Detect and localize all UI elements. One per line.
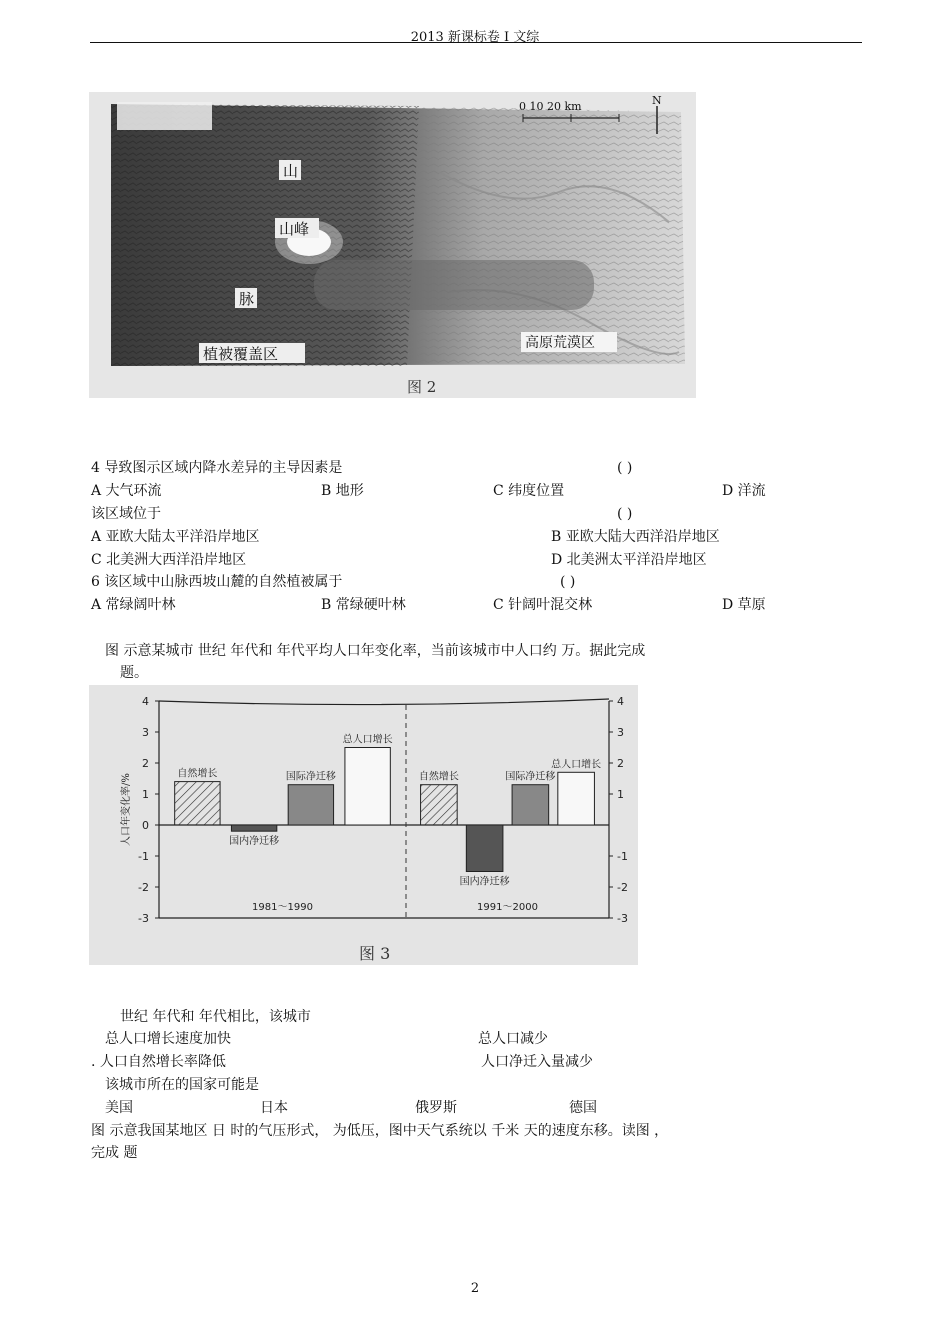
fig3-intro-line1: 图 示意某城市 世纪 年代和 年代平均人口年变化率，当前该城市中人口约 万。据此完成 [105,643,646,659]
y-tick-label: 3 [142,726,149,739]
bar-label: 国际净迁移 [285,771,336,783]
fig3-intro-line2: 题。 [120,665,148,681]
q8-option-b: 日本 [260,1100,288,1116]
y-tick-label: 1 [142,788,149,801]
q5-option-b: B 亚欧大陆大西洋沿岸地区 [551,529,720,545]
figure-2-caption: 图 2 [407,378,437,396]
q5-option-a: A 亚欧大陆太平洋沿岸地区 [91,529,260,545]
right-y-tick-label: -2 [617,881,628,894]
q7-option-c: . 人口自然增长率降低 [91,1054,226,1070]
q7-option-a: 总人口增长速度加快 [105,1031,231,1047]
right-y-tick-label: 2 [617,757,624,770]
q4-option-c: C 纬度位置 [493,483,565,499]
bar-2-3 [512,785,549,825]
q4-option-a: A 大气环流 [91,483,162,499]
figure-3-svg [89,685,638,965]
bar-label: 自然增长 [177,768,218,780]
bar-1-4 [345,748,390,826]
right-y-tick-label: -3 [617,912,628,925]
bar-1-1 [175,782,220,825]
y-tick-label: -2 [138,881,149,894]
q4-paren: ( ) [617,460,633,476]
q5-option-d: D 北美洲太平洋沿岸地区 [551,552,707,568]
q4-option-d: D 洋流 [722,483,766,499]
y-tick-label: -3 [138,912,149,925]
map-label-mai: 脉 [239,290,255,308]
q8-option-a: 美国 [105,1100,133,1116]
period-label: 1981～1990 [252,902,313,913]
bar-label: 自然增长 [418,771,459,783]
y-tick-label: 2 [142,757,149,770]
header-rule [90,42,862,43]
figure-2-map [89,92,696,398]
page-header: 2013 新课标卷 I 文综 [410,30,540,45]
bar-label: 国内净迁移 [229,836,280,848]
bar-label: 总人口增长 [551,759,602,771]
q6-option-b: B 常绿硬叶林 [321,597,406,613]
q7-option-b: 总人口减少 [478,1031,548,1047]
q4-stem: 4 导致图示区域内降水差异的主导因素是 [91,460,343,476]
q5-paren: ( ) [617,506,633,522]
q7-stem: 世纪 年代和 年代相比，该城市 [120,1009,311,1025]
fig4-intro-line2: 完成 题 [91,1145,138,1161]
bar-2-4 [558,772,595,825]
period-label: 1991～2000 [477,902,538,913]
map-label-peak: 山峰 [279,220,310,238]
y-tick-label: 0 [142,819,149,832]
right-y-tick-label: 4 [617,695,624,708]
figure-3-caption: 图 3 [359,944,391,963]
map-label-veg: 植被覆盖区 [203,345,279,363]
map-label-shan: 山 [283,162,299,180]
page-number: 2 [470,1281,480,1296]
q6-option-d: D 草原 [722,597,766,613]
bar-2-1 [421,785,458,825]
bar-label: 国内净迁移 [459,876,510,888]
q4-option-b: B 地形 [321,483,364,499]
q8-stem: 该城市所在的国家可能是 [105,1077,259,1093]
bar-1-3 [288,785,333,825]
q8-option-d: 德国 [569,1100,597,1116]
q5-option-c: C 北美洲大西洋沿岸地区 [91,552,247,568]
right-y-tick-label: -1 [617,850,628,863]
bar-label: 总人口增长 [342,734,393,746]
y-tick-label: 4 [142,695,149,708]
fig4-intro-line1: 图 示意我国某地区 日 时的气压形式， 为低压，图中天气系统以 千米 天的速度东移。读图 ， [91,1123,669,1139]
figure-3-chart [89,685,638,965]
bar-2-2 [466,825,503,872]
q6-paren: ( ) [560,574,576,590]
bar-1-2 [231,825,276,831]
map-label-desert: 高原荒漠区 [525,335,595,351]
y-tick-label: -1 [138,850,149,863]
q7-option-d: 人口净迁入量减少 [481,1054,593,1070]
map-scale-label: 0 10 20 km [519,100,582,113]
right-y-tick-label: 1 [617,788,624,801]
y-axis-label: 人口年变化率/% [121,773,132,846]
bar-label: 国际净迁移 [505,771,556,783]
q6-option-c: C 针阔叶混交林 [493,597,593,613]
right-y-tick-label: 3 [617,726,624,739]
q5-stem: 该区域位于 [91,506,161,522]
q8-option-c: 俄罗斯 [415,1100,457,1116]
q6-stem: 6 该区域中山脉西坡山麓的自然植被属于 [91,574,343,590]
north-arrow-label: N [652,94,662,107]
q6-option-a: A 常绿阔叶林 [91,597,176,613]
